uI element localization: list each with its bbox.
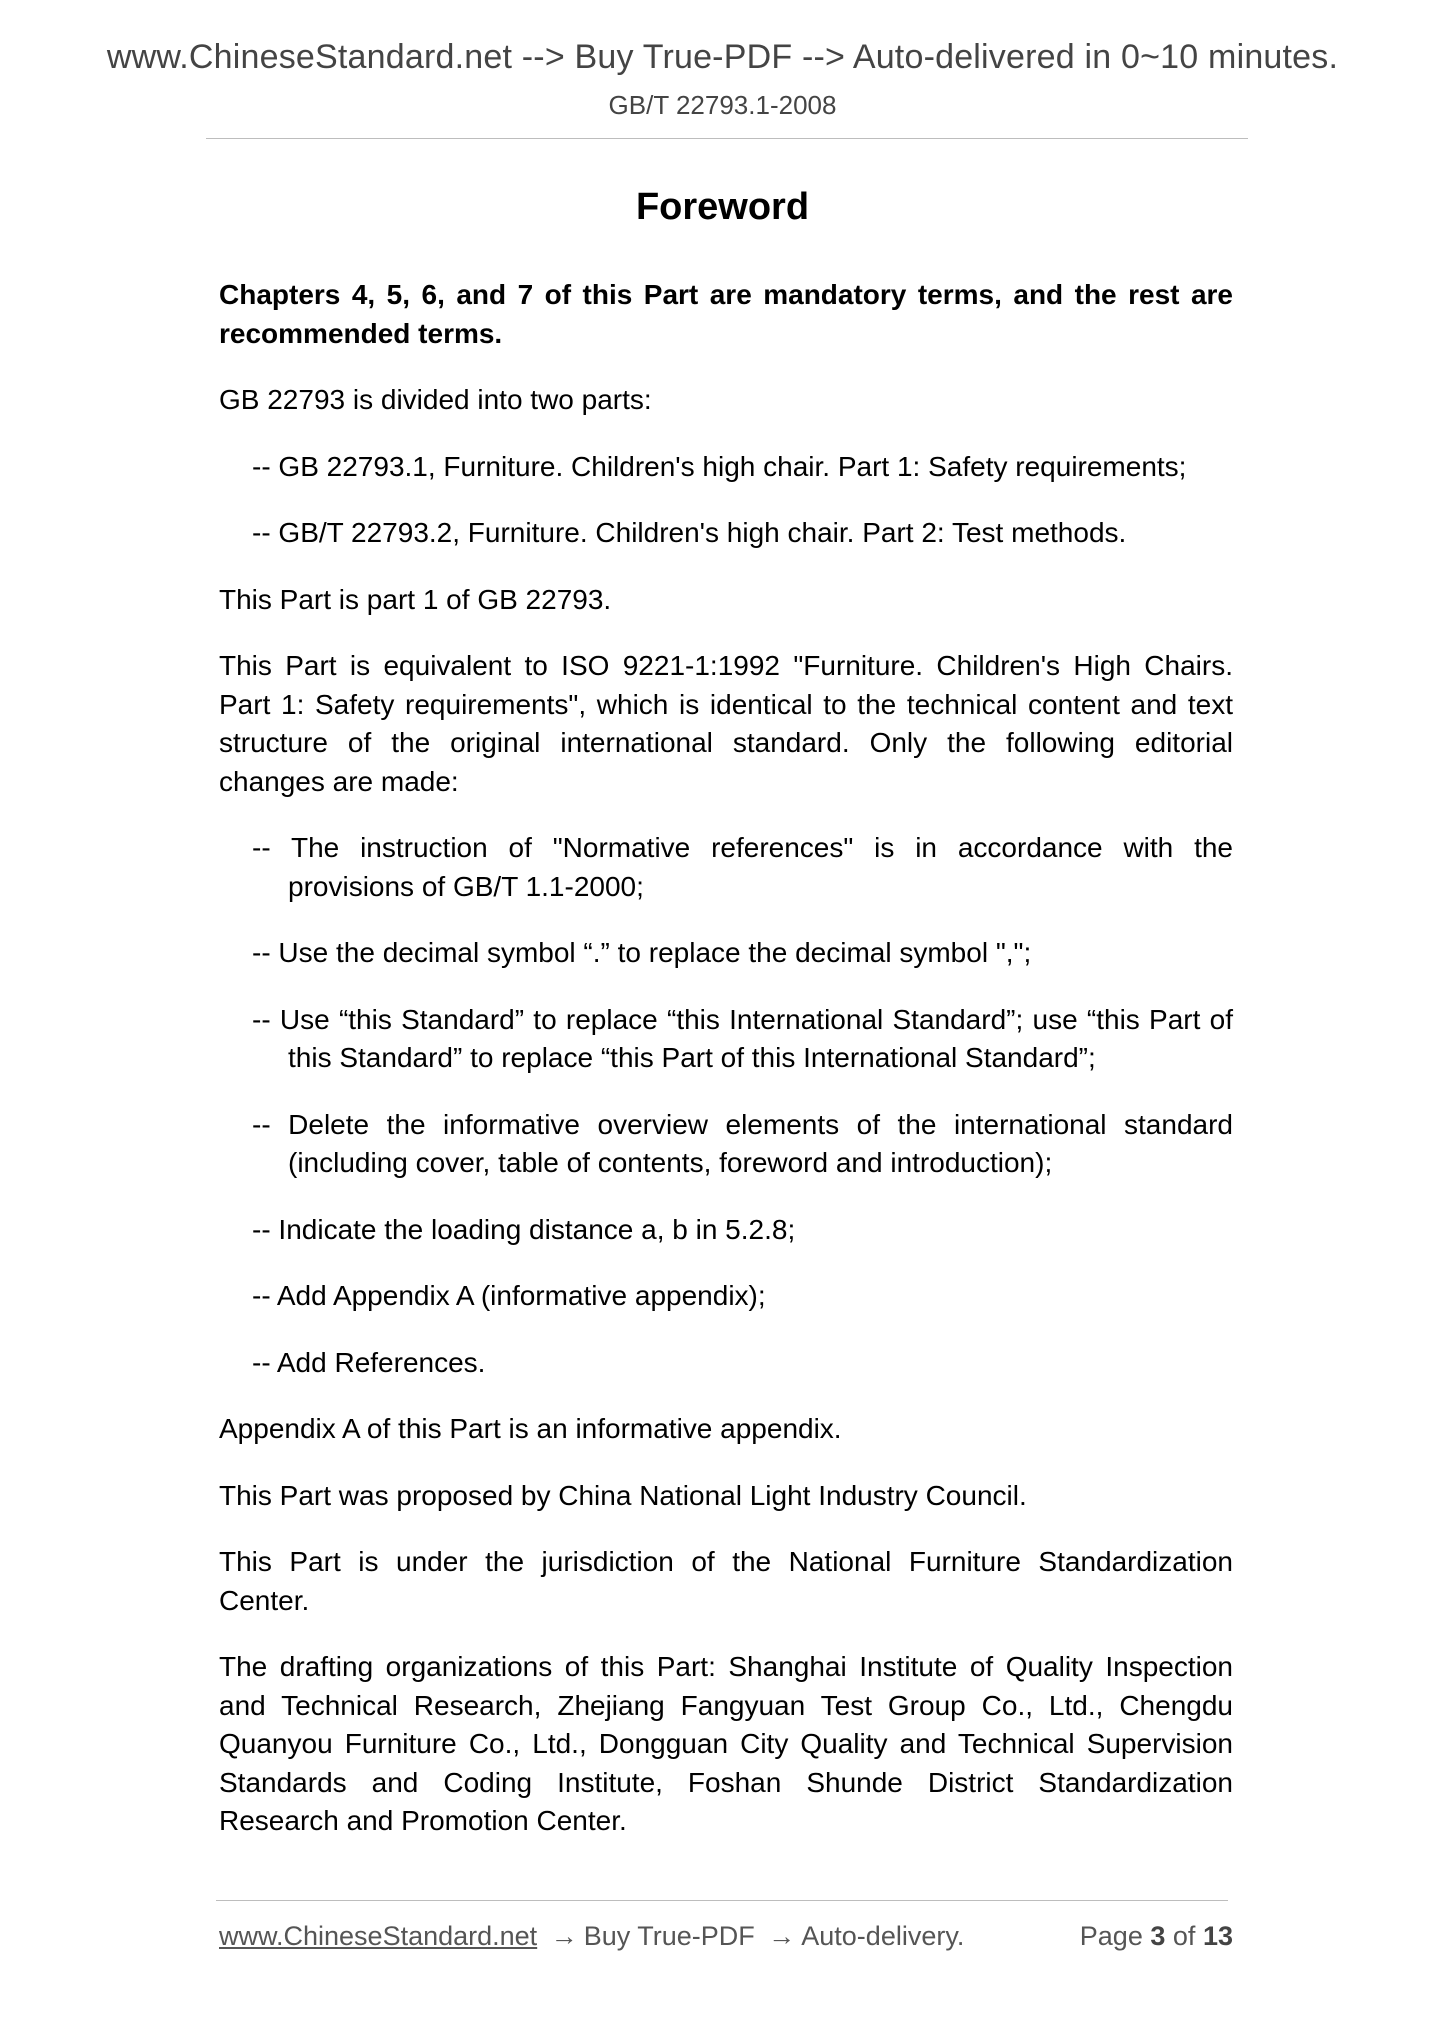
equivalence-paragraph: This Part is equivalent to ISO 9221-1:1992 "Furniture. Children's High Chairs. Part 1: Safety requirements", which is identical to the technical content and text structure of the original international standard. Only the following editorial changes are made: [219, 650, 1233, 797]
change-list-item: -- Indicate the loading distance a, b in 5.2.8; [252, 1213, 796, 1245]
page-of-label: of [1172, 1921, 1196, 1951]
mandatory-terms-paragraph: Chapters 4, 5, 6, and 7 of this Part are mandatory terms, and the rest are recommended terms. [219, 279, 1233, 349]
change-list-item: -- Add Appendix A (informative appendix); [252, 1280, 766, 1311]
foreword-body [219, 276, 1233, 1869]
change-list-item: -- Add References. [252, 1346, 486, 1378]
parts-intro-paragraph: GB 22793 is divided into two parts: [219, 384, 652, 415]
change-list-item: -- Use the decimal symbol “.” to replace the decimal symbol ","; [252, 937, 1032, 968]
appendix-paragraph: Appendix A of this Part is an informative appendix. [219, 1413, 842, 1444]
header-divider [206, 138, 1248, 139]
document-code: GB/T 22793.1-2008 [608, 90, 837, 120]
page-title: Foreword [635, 186, 810, 228]
total-pages-number: 13 [1202, 1921, 1233, 1951]
page-footer [219, 1921, 1233, 1952]
drafting-organizations-paragraph: The drafting organizations of this Part: Shanghai Institute of Quality Inspection and Technical Research, Zhejiang Fangyuan Test Group Co., Ltd., Chengdu Quanyou Furniture Co., Ltd., Dongguan City Quality and Technical Supervision Standards and Coding Institute, Foshan Shunde District Standardization Research and Promotion Center. [219, 1651, 1233, 1836]
change-list-item: -- Delete the informative overview elements of the international standard (including cover, table of contents, foreword and introduction); [252, 1108, 1233, 1178]
current-page-number: 3 [1150, 1921, 1166, 1951]
jurisdiction-paragraph: This Part is under the jurisdiction of the National Furniture Standardization Center. [219, 1546, 1233, 1616]
page-label: Page [1079, 1921, 1143, 1951]
change-list-item: -- Use “this Standard” to replace “this International Standard”; use “this Part of this Standard” to replace “this Part of this International Standard”; [252, 1003, 1233, 1073]
footer-delivery-text: Auto-delivery. [801, 1921, 965, 1951]
part-list-item: -- GB/T 22793.2, Furniture. Children's high chair. Part 2: Test methods. [252, 517, 1127, 548]
top-banner: www.ChineseStandard.net --> Buy True-PDF --> Auto-delivered in 0~10 minutes. [106, 38, 1339, 76]
proposer-paragraph: This Part was proposed by China National Light Industry Council. [219, 1479, 1027, 1511]
arrow-right-icon: → [768, 1921, 796, 1951]
part-list-item: -- GB 22793.1, Furniture. Children's high chair. Part 1: Safety requirements; [252, 450, 1187, 482]
footer-site-link[interactable]: www.ChineseStandard.net [219, 1921, 538, 1951]
arrow-right-icon: → [550, 1921, 578, 1951]
footer-buy-text: Buy True-PDF [583, 1921, 755, 1951]
change-list-item: -- The instruction of "Normative references" is in accordance with the provisions of GB/T 1.1-2000; [252, 832, 1233, 902]
footer-divider [216, 1900, 1228, 1901]
part-number-paragraph: This Part is part 1 of GB 22793. [219, 583, 612, 615]
page-indicator [1080, 1921, 1233, 1952]
